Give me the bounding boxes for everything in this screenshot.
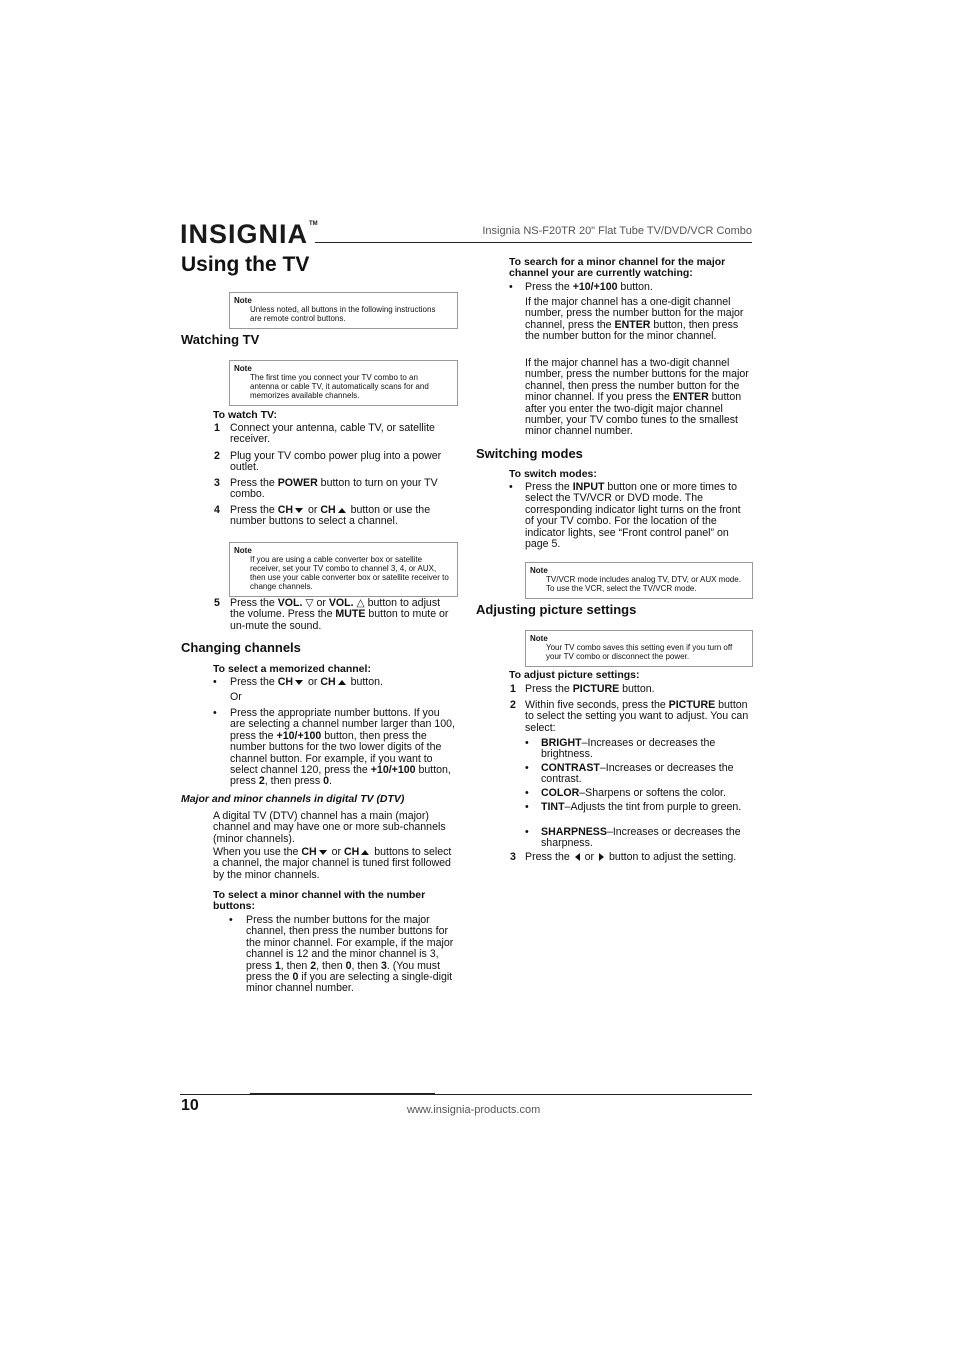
bullet-plus10: Press the +10/+100 button. — [525, 281, 653, 293]
right-arrow-icon — [599, 853, 604, 861]
note-box — [525, 630, 753, 667]
dtv-paragraph: A digital TV (DTV) channel has a main (major) channel and may have one or more sub-channels (minor channels). — [213, 810, 446, 845]
option-contrast: CONTRAST–Increases or decreases the contrast. — [541, 762, 734, 786]
bullet-number-buttons: Press the appropriate number buttons. If you are selecting a channel number larger than 100, press the +10/+100 button, then press the number buttons for the two lower digits of the channel button. For example, if you want to select channel 120, press the +10/+100 button, press 2, then press 0. — [230, 707, 455, 788]
step-3: Press the POWER button to turn on your TV combo. — [230, 477, 438, 501]
search-paragraph-1: If the major channel has a one-digit channel number, press the number button for the major channel, press the ENTER button, then press the number button for the minor channel. — [525, 296, 744, 343]
bullet: • — [509, 481, 513, 493]
note-text: TV/VCR mode includes analog TV, DTV, or AUX mode. To use the VCR, select the TV/VCR mode. — [546, 575, 741, 593]
page-number: 10 — [181, 1097, 199, 1114]
watch-tv-subheading: To watch TV: — [213, 409, 277, 421]
search-paragraph-2: If the major channel has a two-digit channel number, press the number buttons for the major channel, then press the number button for the minor channel. If you press the ENTER button after you enter the two-digit major channel number, your TV combo tunes to the smallest minor channel number. — [525, 357, 749, 438]
bullet: • — [525, 801, 529, 813]
changing-channels-heading: Changing channels — [181, 640, 301, 655]
bullet: • — [509, 281, 513, 293]
step-2: Plug your TV combo power plug into a power outlet. — [230, 450, 442, 474]
header-rule — [315, 242, 752, 243]
step-number: 5 — [214, 597, 220, 609]
note-label: Note — [234, 546, 252, 555]
option-tint: TINT–Adjusts the tint from purple to green. — [541, 801, 742, 813]
adjust-picture-subheading: To adjust picture settings: — [509, 669, 640, 681]
step-5: Press the VOL. ▽ or VOL. △ button to adjust the volume. Press the MUTE button to mute or un-mute the sound. — [230, 597, 449, 632]
switching-modes-heading: Switching modes — [476, 446, 583, 461]
down-arrow-icon — [295, 508, 303, 513]
search-minor-subheading: To search for a minor channel for the major channel your are currently watching: — [509, 256, 726, 279]
step-number: 1 — [510, 683, 516, 695]
step-number: 4 — [214, 504, 220, 516]
bullet: • — [213, 707, 217, 719]
option-bright: BRIGHT–Increases or decreases the brightness. — [541, 737, 716, 761]
picture-step-2: Within five seconds, press the PICTURE button to select the setting you want to adjust. You can select: — [525, 699, 749, 734]
minor-channel-subheading: To select a minor channel with the number buttons: — [213, 889, 426, 912]
picture-step-3: Press the or button to adjust the setting. — [525, 851, 737, 863]
watching-tv-heading: Watching TV — [181, 332, 260, 347]
bullet-minor-channel: Press the number buttons for the major channel, then press the number buttons for the minor channel. For example, if the major channel is 12 and the minor channel is 3, press 1, then 2, then 0, then 3. (You must press the 0 if you are selecting a single-digit minor channel number. — [246, 914, 454, 995]
step-number: 2 — [510, 699, 516, 711]
step-4: Press the CH or CH button or use the number buttons to select a channel. — [230, 504, 431, 528]
up-arrow-icon — [361, 850, 369, 855]
note-box — [229, 360, 458, 406]
note-text: If you are using a cable converter box or satellite receiver, set your TV combo to channel 3, 4, or AUX, then use your cable converter box or satellite receiver to change channels. — [250, 555, 449, 591]
up-arrow-icon — [338, 508, 346, 513]
bullet: • — [525, 762, 529, 774]
note-text: Your TV combo saves this setting even if you turn off your TV combo or disconnect the power. — [546, 643, 733, 661]
step-1: Connect your antenna, cable TV, or satellite receiver. — [230, 422, 435, 446]
down-arrow-icon — [295, 680, 303, 685]
step-number: 3 — [510, 851, 516, 863]
up-arrow-icon — [338, 680, 346, 685]
bullet-ch-buttons: Press the CH or CH button. — [230, 676, 383, 688]
down-arrow-icon — [319, 850, 327, 855]
or-text: Or — [230, 691, 242, 703]
note-label: Note — [234, 364, 252, 373]
bullet-input: Press the INPUT button one or more times to select the TV/VCR or DVD mode. The corresponding indicator light turns on the front of your TV combo. For the location of the indicator lights, see “Front control panel” on page 5. — [525, 481, 741, 551]
insignia-logo: INSIGNIA™ — [180, 219, 318, 249]
option-sharpness: SHARPNESS–Increases or decreases the sharpness. — [541, 826, 741, 850]
switch-modes-subheading: To switch modes: — [509, 468, 597, 480]
dtv-heading: Major and minor channels in digital TV (DTV) — [181, 793, 405, 805]
note-box — [229, 542, 458, 597]
bullet: • — [525, 737, 529, 749]
note-text: Unless noted, all buttons in the following instructions are remote control buttons. — [250, 305, 436, 323]
left-arrow-icon — [575, 853, 580, 861]
note-box — [229, 292, 458, 329]
bullet: • — [525, 826, 529, 838]
page-title: Using the TV — [181, 253, 310, 276]
adjusting-picture-heading: Adjusting picture settings — [476, 602, 637, 617]
footer-url: www.insignia-products.com — [407, 1104, 541, 1116]
option-color: COLOR–Sharpens or softens the color. — [541, 787, 726, 799]
footer-accent-rule — [250, 1093, 435, 1095]
header-title: Insignia NS-F20TR 20" Flat Tube TV/DVD/VCR Combo — [482, 225, 752, 237]
memorized-channel-subheading: To select a memorized channel: — [213, 663, 371, 675]
bullet: • — [213, 676, 217, 688]
dtv-paragraph-2: When you use the CH or CH buttons to select a channel, the major channel is tuned first followed by the minor channels. — [213, 846, 452, 881]
note-box — [525, 562, 753, 599]
note-label: Note — [530, 566, 548, 575]
step-number: 3 — [214, 477, 220, 489]
picture-step-1: Press the PICTURE button. — [525, 683, 655, 695]
bullet: • — [525, 787, 529, 799]
bullet: • — [229, 914, 233, 926]
note-label: Note — [530, 634, 548, 643]
step-number: 1 — [214, 422, 220, 434]
step-number: 2 — [214, 450, 220, 462]
note-text: The first time you connect your TV combo to an antenna or cable TV, it automatically scans for and memorizes available channels. — [250, 373, 429, 400]
note-label: Note — [234, 296, 252, 305]
